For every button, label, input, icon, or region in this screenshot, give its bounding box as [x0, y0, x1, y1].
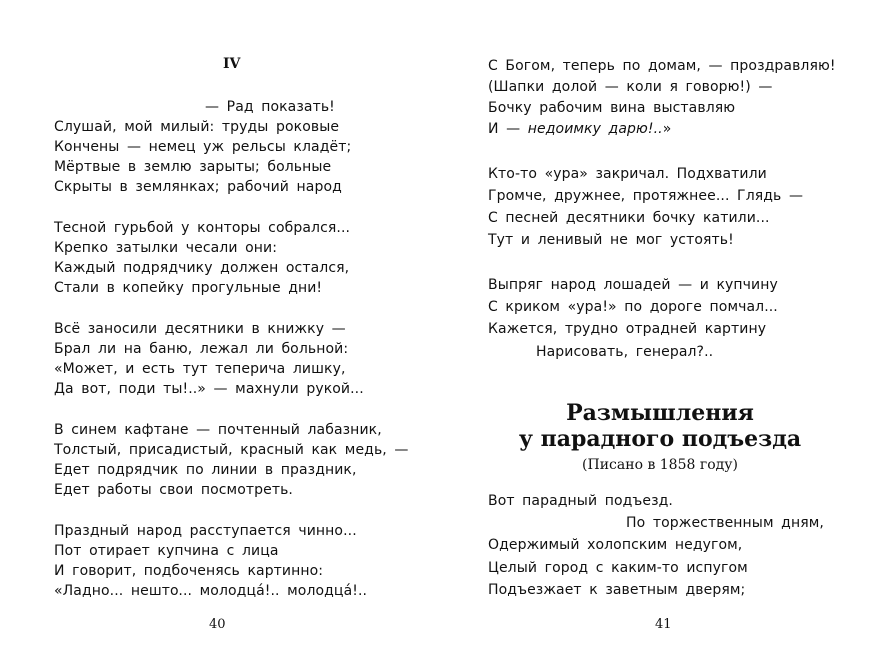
verse-line: Крепко затылки чесали они: — [54, 240, 278, 256]
verse-line: По торжественным дням, — [626, 515, 824, 531]
verse-line: Праздный народ расступается чинно... — [54, 523, 357, 539]
verse-text: И — — [488, 121, 528, 137]
verse-line: Всё заносили десятники в книжку — — [54, 321, 346, 337]
verse-line: Одержимый холопским недугом, — [488, 537, 743, 553]
verse-line: — Рад показать! — [205, 99, 335, 115]
verse-line: Бочку рабочим вина выставляю — [488, 100, 736, 116]
section-number: IV — [223, 56, 241, 72]
verse-line: Мёртвые в землю зарыты; больные — [54, 159, 332, 175]
poem-title-line: у парадного подъезда — [518, 426, 802, 452]
verse-line: Да вот, поди ты!..» — махнули рукой... — [54, 381, 364, 397]
verse-line: И говорит, подбоченясь картинно: — [54, 563, 324, 579]
verse-line: Брал ли на баню, лежал ли больной: — [54, 341, 349, 357]
verse-line: Едет подрядчик по линии в праздник, — [54, 462, 357, 478]
verse-line: Нарисовать, генерал?.. — [536, 344, 714, 360]
poem-title — [440, 400, 880, 452]
poem-title-line: Размышления — [566, 400, 754, 426]
poem-subtitle: (Писано в 1858 году) — [582, 457, 738, 473]
verse-line: Тут и ленивый не мог устоять! — [488, 232, 734, 248]
verse-line: Громче, дружнее, протяжнее... Глядь — — [488, 188, 804, 204]
verse-line: В синем кафтане — почтенный лабазник, — [54, 422, 382, 438]
verse-line: С криком «ура!» по дороге помчал... — [488, 299, 778, 315]
verse-line: Кто-то «ура» закричал. Подхватили — [488, 166, 767, 182]
verse-line: Подъезжает к заветным дверям; — [488, 582, 746, 598]
verse-line: Выпряг народ лошадей — и купчину — [488, 277, 778, 293]
page-number: 40 — [209, 617, 226, 632]
verse-text: » — [662, 121, 672, 137]
verse-line: Целый город с каким-то испугом — [488, 560, 748, 576]
verse-line: Кончены — немец уж рельсы кладёт; — [54, 139, 352, 155]
verse-line: Кажется, трудно отрадней картину — [488, 321, 767, 337]
verse-line: (Шапки долой — коли я говорю!) — — [488, 79, 773, 95]
right-page — [440, 0, 880, 660]
verse-line: Толстый, присадистый, красный как медь, — — [54, 442, 409, 458]
verse-line — [488, 119, 671, 139]
page-number: 41 — [655, 617, 672, 632]
verse-line: «Может, и есть тут теперича лишку, — [54, 361, 346, 377]
verse-line: Вот парадный подъезд. — [488, 493, 673, 509]
verse-line: «Ладно... нештo... молодца́!.. молодца́!.. — [54, 583, 368, 599]
verse-line: Слушай, мой милый: труды роковые — [54, 119, 340, 135]
verse-line: С песней десятники бочку катили... — [488, 210, 770, 226]
verse-line: Пот отирает купчина с лица — [54, 543, 279, 559]
verse-line: Тесной гурьбой у конторы собрался... — [54, 220, 351, 236]
verse-italic-text: недоимку дарю!.. — [527, 121, 663, 137]
verse-line: Каждый подрядчику должен остался, — [54, 260, 350, 276]
verse-line: Стали в копейку прогульные дни! — [54, 280, 323, 296]
verse-line: С Богом, теперь по домам, — проздравляю! — [488, 58, 836, 74]
verse-line: Едет работы свои посмотреть. — [54, 482, 293, 498]
verse-line: Скрыты в землянках; рабочий народ — [54, 179, 342, 195]
